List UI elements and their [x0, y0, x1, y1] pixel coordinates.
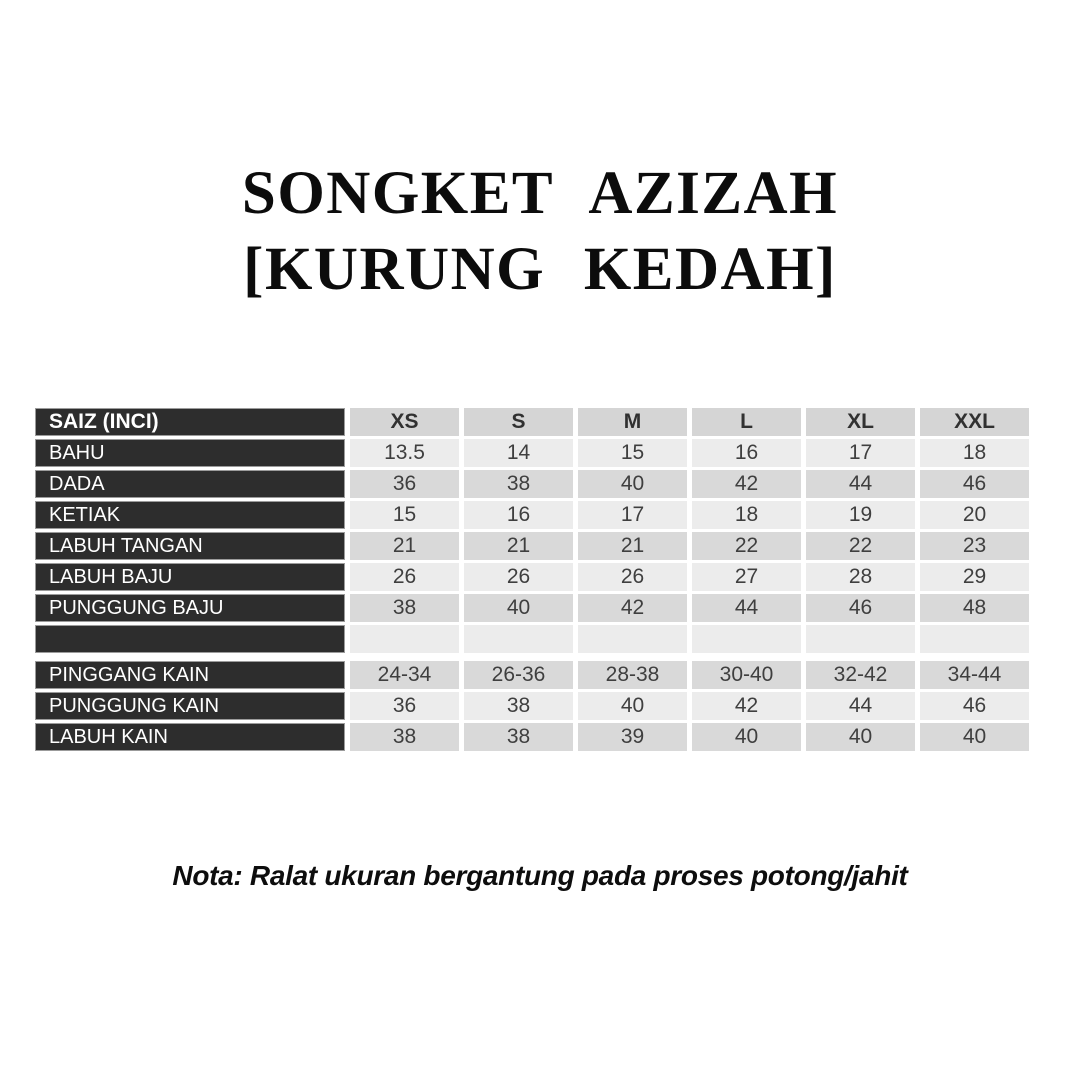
table-row-pinggang-kain	[35, 661, 1029, 689]
size-value: 46	[920, 470, 1029, 498]
size-value: 22	[692, 532, 801, 560]
row-label: PUNGGUNG BAJU	[35, 594, 345, 622]
size-value: 36	[350, 470, 459, 498]
table-row-punggung-kain	[35, 692, 1029, 720]
size-value: 42	[692, 470, 801, 498]
table-row-bahu	[35, 439, 1029, 467]
measurement-note: Nota: Ralat ukuran bergantung pada proses potong/jahit	[172, 860, 908, 891]
size-value: 38	[464, 470, 573, 498]
section-spacer	[35, 656, 1029, 658]
size-value: 40	[920, 723, 1029, 751]
table-row-ketiak	[35, 501, 1029, 529]
size-value: 39	[578, 723, 687, 751]
column-header-m: M	[578, 408, 687, 436]
size-value: 40	[578, 470, 687, 498]
size-value: 40	[578, 692, 687, 720]
size-value: 40	[806, 723, 915, 751]
size-value: 28-38	[578, 661, 687, 689]
size-value: 38	[464, 692, 573, 720]
size-value: 26	[578, 563, 687, 591]
size-value: 21	[464, 532, 573, 560]
page-title	[0, 156, 1080, 308]
header-row	[35, 408, 1029, 436]
size-value: 18	[692, 501, 801, 529]
size-value: 26	[464, 563, 573, 591]
size-value: 44	[692, 594, 801, 622]
size-value: 17	[578, 501, 687, 529]
size-value: 32-42	[806, 661, 915, 689]
row-label: LABUH BAJU	[35, 563, 345, 591]
corner-header-cell: SAIZ (INCI)	[35, 408, 345, 436]
size-value	[692, 625, 801, 653]
size-value: 38	[350, 723, 459, 751]
table-row-labuh-tangan	[35, 532, 1029, 560]
column-header-xl: XL	[806, 408, 915, 436]
row-label	[35, 625, 345, 653]
size-value	[920, 625, 1029, 653]
table-row-labuh-kain	[35, 723, 1029, 751]
size-value	[464, 625, 573, 653]
size-value: 21	[578, 532, 687, 560]
size-value: 34-44	[920, 661, 1029, 689]
size-value	[578, 625, 687, 653]
page-title-line1: SONGKET AZIZAH	[241, 160, 839, 227]
size-value: 18	[920, 439, 1029, 467]
size-value: 27	[692, 563, 801, 591]
size-value: 16	[464, 501, 573, 529]
size-value: 23	[920, 532, 1029, 560]
size-value: 19	[806, 501, 915, 529]
table-row-punggung-baju	[35, 594, 1029, 622]
size-value: 26	[350, 563, 459, 591]
row-label: LABUH KAIN	[35, 723, 345, 751]
table-row-dada	[35, 470, 1029, 498]
column-header-xxl: XXL	[920, 408, 1029, 436]
size-value: 15	[350, 501, 459, 529]
size-value: 24-34	[350, 661, 459, 689]
size-value: 40	[464, 594, 573, 622]
size-value: 30-40	[692, 661, 801, 689]
table-row-labuh-baju	[35, 563, 1029, 591]
size-chart-table	[30, 405, 1034, 754]
size-value: 13.5	[350, 439, 459, 467]
column-header-xs: XS	[350, 408, 459, 436]
row-label: BAHU	[35, 439, 345, 467]
size-value: 21	[350, 532, 459, 560]
table-row-empty	[35, 625, 1029, 653]
size-value: 15	[578, 439, 687, 467]
row-label: LABUH TANGAN	[35, 532, 345, 560]
size-value: 48	[920, 594, 1029, 622]
size-value: 38	[350, 594, 459, 622]
size-value: 46	[920, 692, 1029, 720]
size-value: 22	[806, 532, 915, 560]
row-label: PINGGANG KAIN	[35, 661, 345, 689]
size-value	[806, 625, 915, 653]
row-label: DADA	[35, 470, 345, 498]
size-value: 42	[692, 692, 801, 720]
size-value: 29	[920, 563, 1029, 591]
size-value: 44	[806, 692, 915, 720]
size-value: 14	[464, 439, 573, 467]
column-header-s: S	[464, 408, 573, 436]
size-value: 42	[578, 594, 687, 622]
row-label: KETIAK	[35, 501, 345, 529]
size-value: 44	[806, 470, 915, 498]
size-value: 16	[692, 439, 801, 467]
size-value: 20	[920, 501, 1029, 529]
size-value: 26-36	[464, 661, 573, 689]
size-value: 17	[806, 439, 915, 467]
size-value: 28	[806, 563, 915, 591]
size-value: 36	[350, 692, 459, 720]
size-value: 46	[806, 594, 915, 622]
size-value: 40	[692, 723, 801, 751]
column-header-l: L	[692, 408, 801, 436]
row-label: PUNGGUNG KAIN	[35, 692, 345, 720]
size-value	[350, 625, 459, 653]
size-value: 38	[464, 723, 573, 751]
page-title-line2: [KURUNG KEDAH]	[243, 236, 837, 303]
